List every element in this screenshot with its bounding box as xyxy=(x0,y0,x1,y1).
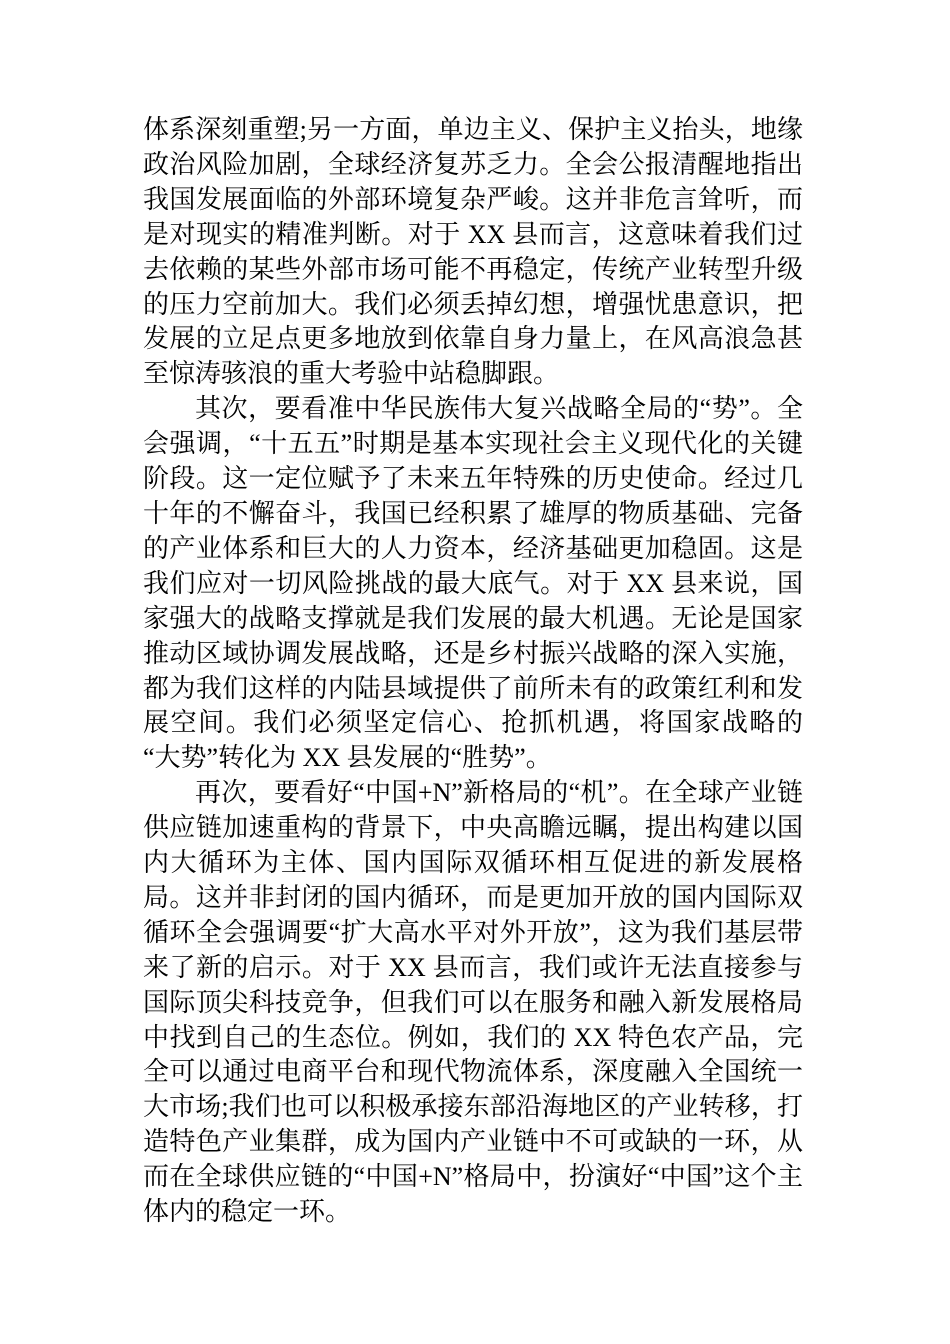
document-text-block xyxy=(143,113,803,1230)
paragraph-second-point: 其次，要看准中华民族伟大复兴战略全局的“势”。全会强调，“十五五”时期是基本实现社会主义现代化的关键阶段。这一定位赋予了未来五年特殊的历史使命。经过几十年的不懈奋斗，我国已经积累了雄厚的物质基础、完备的产业体系和巨大的人力资本，经济基础更加稳固。这是我们应对一切风险挑战的最大底气。对于 XX 县来说，国家强大的战略支撑就是我们发展的最大机遇。无论是国家推动区域协调发展战略，还是乡村振兴战略的深入实施，都为我们这样的内陆县域提供了前所未有的政策红利和发展空间。我们必须坚定信心、抢抓机遇，将国家战略的“大势”转化为 XX 县发展的“胜势”。 xyxy=(143,394,803,773)
paragraph-continuation: 体系深刻重塑;另一方面，单边主义、保护主义抬头，地缘政治风险加剧，全球经济复苏乏力。全会公报清醒地指出我国发展面临的外部环境复杂严峻。这并非危言耸听，而是对现实的精准判断。对于 XX 县而言，这意味着我们过去依赖的某些外部市场可能不再稳定，传统产业转型升级的压力空前加大。我们必须丢掉幻想，增强忧患意识，把发展的立足点更多地放到依靠自身力量上，在风高浪急甚至惊涛骇浪的重大考验中站稳脚跟。 xyxy=(143,115,803,389)
paragraph-third-point: 再次，要看好“中国+N”新格局的“机”。在全球产业链供应链加速重构的背景下，中央高瞻远瞩，提出构建以国内大循环为主体、国内国际双循环相互促进的新发展格局。这并非封闭的国内循环，而是更加开放的国内国际双循环全会强调要“扩大高水平对外开放”，这为我们基层带来了新的启示。对于 XX 县而言，我们或许无法直接参与国际顶尖科技竞争，但我们可以在服务和融入新发展格局中找到自己的生态位。例如，我们的 XX 特色农产品，完全可以通过电商平台和现代物流体系，深度融入全国统一大市场;我们也可以积极承接东部沿海地区的产业转移，打造特色产业集群，成为国内产业链中不可或缺的一环，从而在全球供应链的“中国+N”格局中，扮演好“中国”这个主体内的稳定一环。 xyxy=(143,778,803,1227)
